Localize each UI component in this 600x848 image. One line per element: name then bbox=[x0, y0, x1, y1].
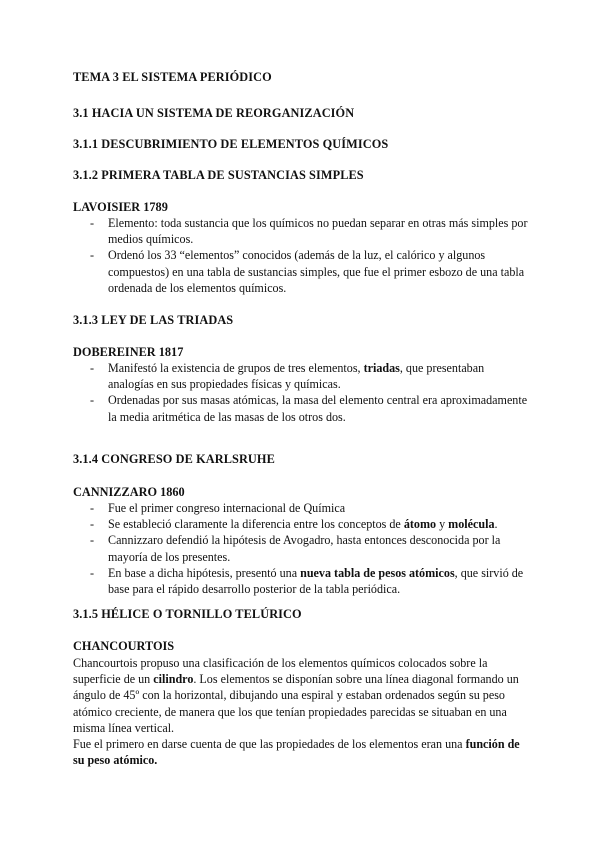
bold-term: cilindro bbox=[153, 672, 194, 687]
bold-term: molécula bbox=[448, 517, 495, 532]
bullet-dash: - bbox=[90, 216, 95, 230]
list-item: - Ordenadas por sus masas atómicas, la masa del elemento central era aproximadamente la media aritmética de las masas de los otros dos. bbox=[90, 393, 528, 424]
cannizzaro-title: CANNIZZARO 1860 bbox=[73, 485, 185, 499]
page-title: TEMA 3 EL SISTEMA PERIÓDICO bbox=[73, 70, 272, 84]
list-item: - Cannizzaro defendió la hipótesis de Avogadro, hasta entonces desconocida por la mayoría de los presentes. bbox=[90, 533, 501, 564]
lavoisier-title: LAVOISIER 1789 bbox=[73, 200, 168, 214]
bullet-dash: - bbox=[90, 533, 95, 548]
lavoisier-list bbox=[0, 215, 600, 296]
bold-term: nueva tabla de pesos atómicos bbox=[300, 565, 455, 580]
bullet-dash: - bbox=[90, 565, 95, 580]
bold-term: triadas bbox=[363, 361, 400, 375]
bullet-dash: - bbox=[90, 361, 95, 375]
dobereiner-list bbox=[0, 360, 600, 425]
list-item: - En base a dicha hipótesis, presentó una nueva tabla de pesos atómicos, que sirvió de base para el rápido desarrollo posterior de la tabla periódica. bbox=[90, 565, 524, 597]
heading-3-1-5: 3.1.5 HÉLICE O TORNILLO TELÚRICO bbox=[73, 607, 302, 621]
bullet-dash: - bbox=[90, 393, 95, 408]
heading-3-1-4: 3.1.4 CONGRESO DE KARLSRUHE bbox=[73, 452, 275, 466]
heading-3-1: 3.1 HACIA UN SISTEMA DE REORGANIZACIÓN bbox=[73, 106, 355, 120]
list-item: - Elemento: toda sustancia que los químicos no puedan separar en otras más simples por medios químicos. bbox=[90, 216, 528, 247]
bold-term: función de su peso atómico. bbox=[73, 737, 520, 768]
heading-3-1-2: 3.1.2 PRIMERA TABLA DE SUSTANCIAS SIMPLES bbox=[73, 168, 364, 182]
heading-3-1-3: 3.1.3 LEY DE LAS TRIADAS bbox=[73, 313, 234, 327]
list-item: - Fue el primer congreso internacional de Química bbox=[90, 501, 346, 515]
list-item: - Ordenó los 33 “elementos” conocidos (además de la luz, el calórico y algunos compuestos) en una tabla de sustancias simples, que fue el primer esbozo de una tabla ordenada de los elementos químicos. bbox=[90, 248, 525, 295]
bold-term: átomo bbox=[403, 517, 437, 532]
heading-3-1-1: 3.1.1 DESCUBRIMIENTO DE ELEMENTOS QUÍMICOS bbox=[73, 137, 389, 151]
bullet-dash: - bbox=[90, 517, 95, 532]
cannizzaro-list bbox=[0, 500, 600, 597]
bullet-dash: - bbox=[90, 501, 95, 515]
dobereiner-title: DOBEREINER 1817 bbox=[73, 345, 184, 359]
chancourtois-title: CHANCOURTOIS bbox=[73, 639, 175, 653]
list-item: - Se estableció claramente la diferencia entre los conceptos de átomo y molécula. bbox=[90, 517, 498, 532]
list-item: - Manifestó la existencia de grupos de tres elementos, triadas, que presentaban analogías en sus propiedades físicas y químicas. bbox=[90, 361, 485, 392]
chancourtois-paragraph: Chancourtois propuso una clasificación de los elementos químicos colocados sobre la superficie de un cilindro. Los elementos se disponían sobre una línea diagonal formando un ángulo de 45º con la horizontal, dibujando una espiral y estaban ordenados según su peso atómico creciente, de manera que los que tenían propiedades parecidas se situaban en una misma línea vertical. Fue el primero en darse cuenta de que las propiedades de los elementos eran una función de su peso atómico. bbox=[73, 656, 520, 768]
bullet-dash: - bbox=[90, 248, 95, 263]
